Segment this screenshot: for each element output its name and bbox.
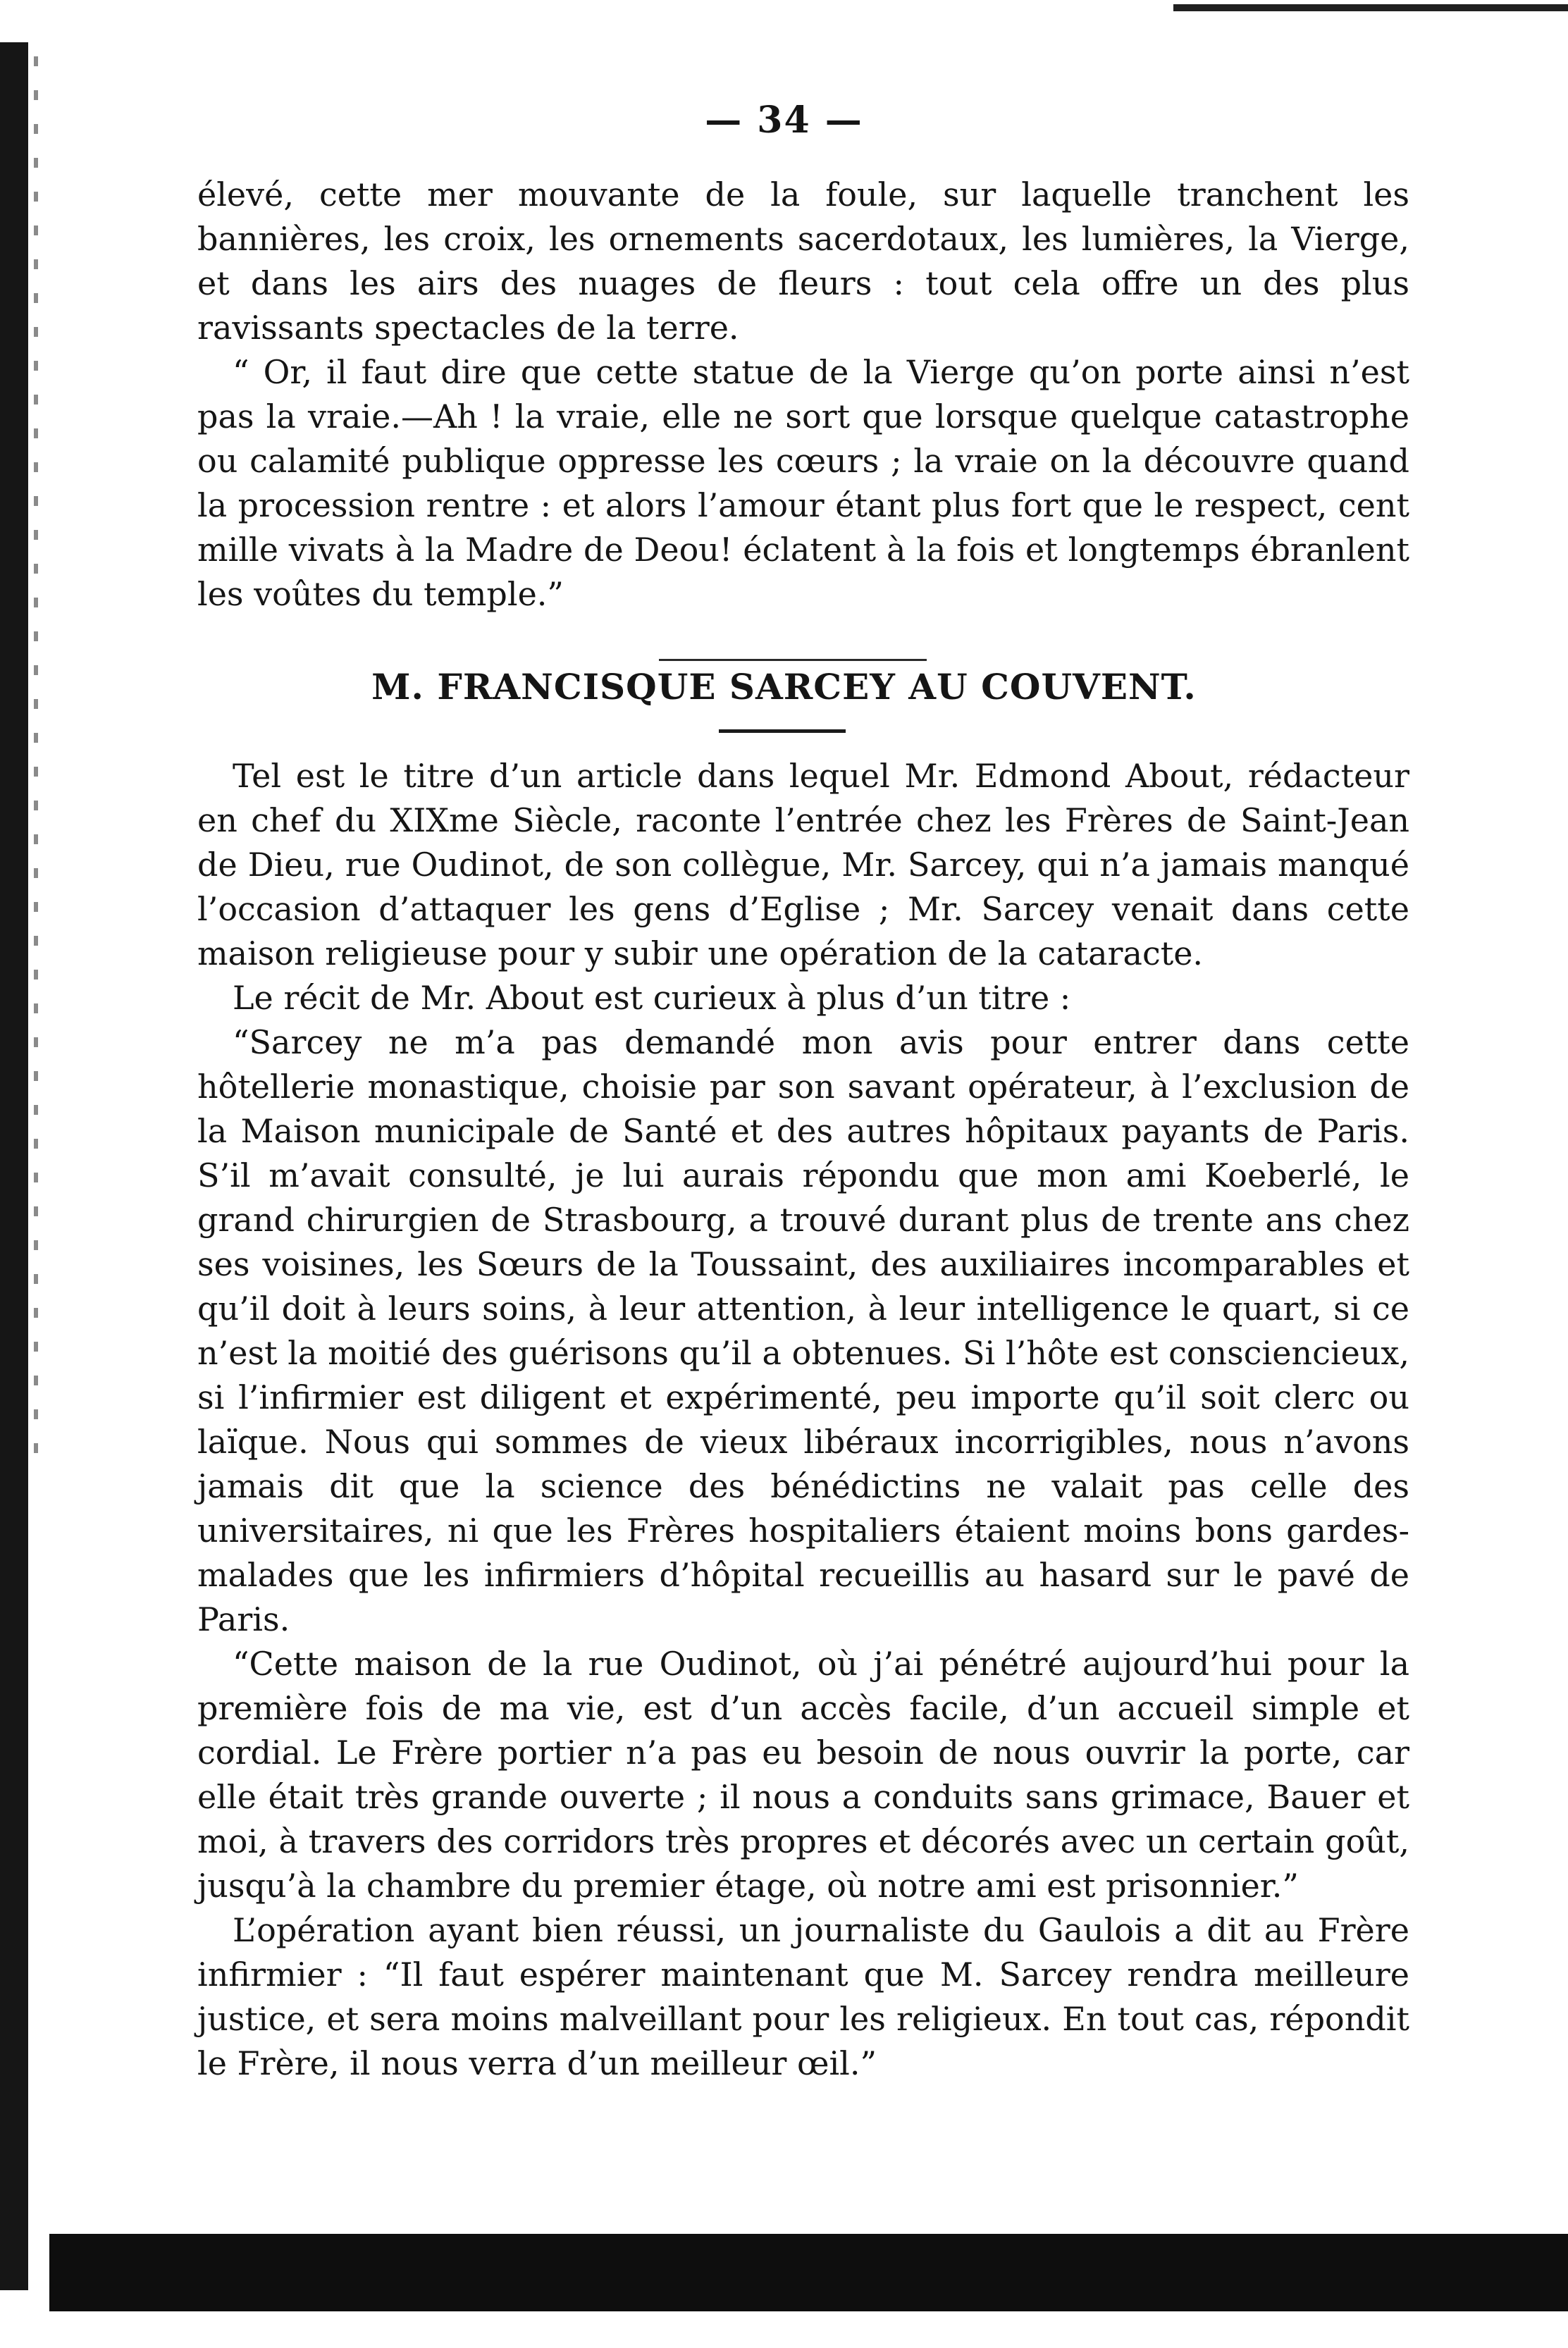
paragraph: “Sarcey ne m’a pas demandé mon avis pour entrer dans cette hôtellerie monastique, choisie par son savant opérateur, à l’exclusion de la Maison municipale de Santé et des autres hôpitaux payants de Paris. S’il m’avait consulté, je lui aurais répondu que mon ami Koeberlé, le grand chirurgien de Strasbourg, a trouvé durant plus de trente ans chez ses voisines, les Sœurs de la Toussaint, des auxiliaires incomparables et qu’il doit à leurs soins, à leur attention, à leur intelligence le quart, si ce n’est la moitié des guérisons qu’il a obtenues. Si l’hôte est consciencieux, si l’infirmier est diligent et expérimenté, peu importe qu’il soit clerc ou laïque. Nous qui sommes de vieux libéraux incorrigibles, nous n’avons jamais dit que la science des bénédictins ne valait pas celle des universitaires, ni que les Frères hospitaliers étaient moins bons gardes-malades que les infirmiers d’hôpital recueillis au hasard sur le pavé de Paris. (197, 1023, 1409, 1638)
scan-top-edge (1173, 4, 1568, 11)
paragraph: L’opération ayant bien réussi, un journaliste du Gaulois a dit au Frère infirmier : “Il faut espérer maintenant que M. Sarcey rendra meilleure justice, et sera moins malveillant pour les religieux. En tout cas, répondit le Frère, il nous verra d’un meilleur œil.” (197, 1911, 1409, 2082)
section-divider-rule (659, 659, 927, 661)
paragraph: élevé, cette mer mouvante de la foule, sur laquelle tranchent les bannières, les croix, les ornements sacerdotaux, les lumières, la Vierge, et dans les airs des nuages de fleurs : tout cela offre un des plus ravissants spectacles de la terre. (197, 175, 1409, 347)
scan-left-edge (0, 42, 28, 2290)
paragraph: Le récit de Mr. About est curieux à plus d’un titre : (233, 979, 1071, 1017)
paragraph: “Cette maison de la rue Oudinot, où j’ai pénétré aujourd’hui pour la première fois de ma vie, est d’un accès facile, d’un accueil simple et cordial. Le Frère portier n’a pas eu besoin de nous ouvrir la porte, car elle était très grande ouverte ; il nous a conduits sans grimace, Bauer et moi, à travers des corridors très propres et décorés avec un certain goût, jusqu’à la chambre du premier étage, où notre ami est prisonnier.” (197, 1645, 1409, 1905)
section-2-text (197, 754, 1409, 2086)
paragraph: “ Or, il faut dire que cette statue de la Vierge qu’on porte ainsi n’est pas la vraie.—Ah ! la vraie, elle ne sort que lorsque quelque catastrophe ou calamité publique oppresse les cœurs ; la vraie on la découvre quand la procession rentre : et alors l’amour étant plus fort que le respect, cent mille vivats à la Madre de Deou! éclatent à la fois et longtemps ébranlent les voûtes du temple.” (197, 353, 1409, 613)
paragraph: Tel est le titre d’un article dans lequel Mr. Edmond About, rédacteur en chef du XIXme Siècle, raconte l’entrée chez les Frères de Saint-Jean de Dieu, rue Oudinot, de son collègue, Mr. Sarcey, qui n’a jamais manqué l’occasion d’attaquer les gens d’Eglise ; Mr. Sarcey venait dans cette maison religieuse pour y subir une opération de la cataracte. (197, 757, 1409, 972)
page-number: — 34 — (705, 99, 863, 142)
scan-bottom-edge (49, 2234, 1568, 2311)
section-1-text (197, 173, 1409, 617)
section-heading: M. FRANCISQUE SARCEY AU COUVENT. (371, 666, 1197, 708)
scan-left-speckle (34, 56, 38, 1466)
heading-underline-rule (719, 729, 846, 733)
